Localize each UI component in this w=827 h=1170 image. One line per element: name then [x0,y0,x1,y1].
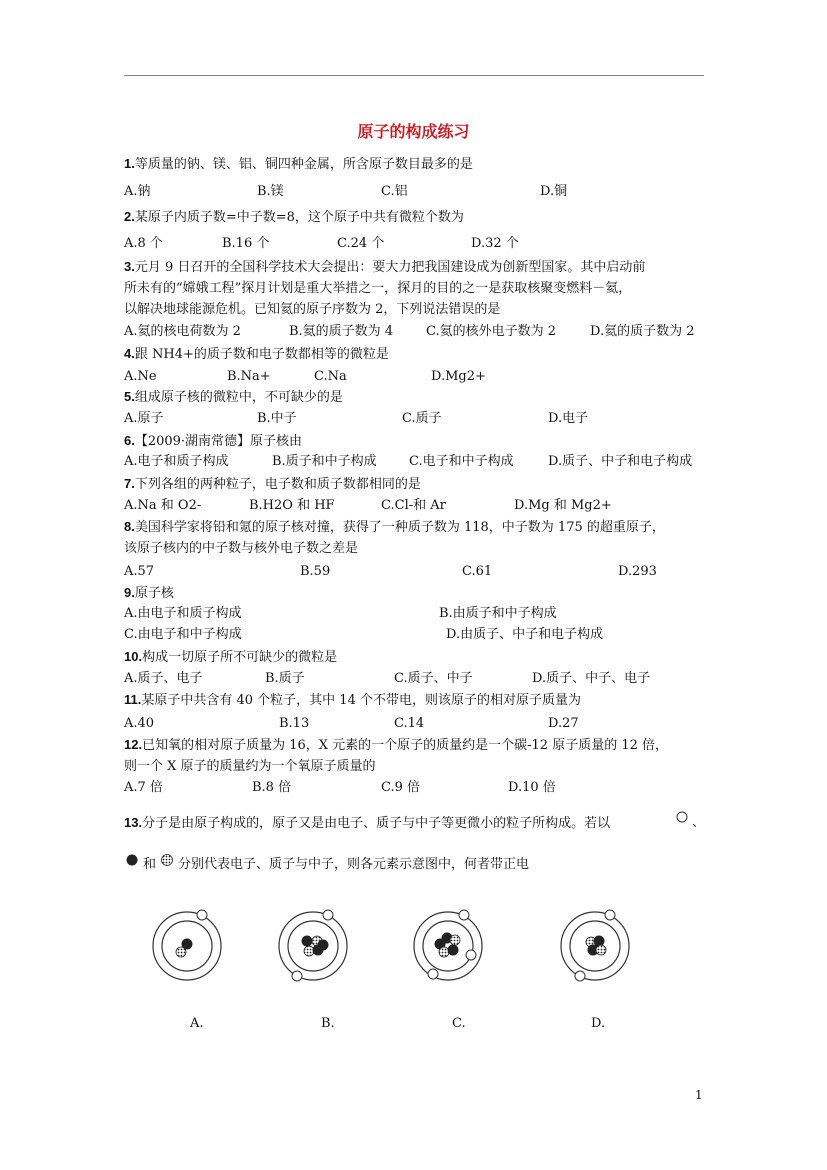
q6-option-d[interactable]: D.质子、中子和电子构成 [548,454,693,469]
question-13-line-2: 分别代表电子、质子与中子，则各元素示意图中，何者带正电 [178,857,530,872]
question-12: 12.已知氧的相对原子质量为 16，X 元素的一个原子的质量约是一个碳-12 原子质量的 12 倍， [124,737,669,753]
q5-option-b[interactable]: B.中子 [257,411,297,426]
atom-a-label[interactable]: A. [190,1016,204,1031]
q2-option-b[interactable]: B.16 个 [222,236,270,251]
q7-option-b[interactable]: B.H2O 和 HF [249,498,335,513]
q8-option-c[interactable]: C.61 [462,564,493,579]
question-13-and: 和 [143,857,157,872]
q3-option-c[interactable]: C.氦的核外电子数为 2 [426,324,557,339]
question-10: 10.构成一切原子所不可缺少的微粒是 [124,649,338,665]
q9-option-b[interactable]: B.由质子和中子构成 [439,606,557,621]
page-number: 1 [695,1088,703,1102]
q12-option-c[interactable]: C.9 倍 [381,780,421,795]
question-1: 1.等质量的钠、镁、铝、铜四种金属，所含原子数目最多的是 [124,156,473,172]
q3-option-a[interactable]: A.氦的核电荷数为 2 [124,324,241,339]
atom-b-diagram [279,910,347,981]
q8-option-b[interactable]: B.59 [300,564,331,579]
question-8: 8.美国科学家将铅和氪的原子核对撞，获得了一种质子数为 118，中子数为 175 的超重原子， [124,519,665,535]
q10-option-c[interactable]: C.质子、中子 [394,671,473,686]
q10-option-a[interactable]: A.质子、电子 [124,671,203,686]
question-6: 6.【2009·湖南常德】原子核由 [124,433,303,449]
atom-c-label[interactable]: C. [452,1016,466,1031]
q1-option-d[interactable]: D.铜 [540,184,568,199]
legend-neutron-icon [162,855,173,866]
page-title: 原子的构成练习 [357,122,470,141]
q12-option-b[interactable]: B.8 倍 [252,780,292,795]
question-5: 5.组成原子核的微粒中，不可缺少的是 [124,389,343,405]
q4-option-b[interactable]: B.Na+ [227,369,271,384]
legend-electron-icon [677,812,687,822]
q7-option-d[interactable]: D.Mg 和 Mg2+ [514,498,612,513]
question-9: 9.原子核 [124,585,174,601]
q11-option-c[interactable]: C.14 [394,716,425,731]
question-8-line-2: 该原子核内的中子数与核外电子数之差是 [124,541,359,556]
q3-option-b[interactable]: B.氦的质子数为 4 [289,324,394,339]
q8-option-a[interactable]: A.57 [124,564,155,579]
q7-option-c[interactable]: C.Cl-和 Ar [381,498,446,513]
question-13-comma: 、 [692,815,706,830]
q12-option-d[interactable]: D.10 倍 [508,780,556,795]
question-11: 11.某原子中共含有 40 个粒子，其中 14 个不带电，则该原子的相对原子质量为 [124,692,581,708]
q4-option-a[interactable]: A.Ne [124,369,157,384]
q6-option-c[interactable]: C.电子和中子构成 [409,454,514,469]
q6-option-b[interactable]: B.质子和中子构成 [272,454,377,469]
question-3: 3.元月 9 日召开的全国科学技术大会提出：要大力把我国建设成为创新型国家。其中启动前 [124,259,646,275]
atom-a-diagram [153,910,221,980]
q6-option-a[interactable]: A.电子和质子构成 [124,454,229,469]
atom-b-label[interactable]: B. [321,1016,335,1031]
q2-option-c[interactable]: C.24 个 [337,236,385,251]
q2-option-d[interactable]: D.32 个 [471,236,519,251]
q12-option-a[interactable]: A.7 倍 [124,780,163,795]
atom-c-diagram [414,910,482,980]
q3-option-d[interactable]: D.氦的质子数为 2 [590,324,695,339]
question-12-line-2: 则一个 X 原子的质量约为一个氧原子质量的 [124,759,376,774]
legend-proton-icon [127,855,138,866]
q1-option-c[interactable]: C.铝 [381,184,408,199]
q4-option-d[interactable]: D.Mg2+ [431,369,486,384]
question-2: 2.某原子内质子数=中子数=8，这个原子中共有微粒个数为 [124,209,464,225]
question-3-line-2: 所未有的“嫦娥工程”探月计划是重大举措之一，探月的目的之一是获取核聚变燃料－氦， [124,281,632,296]
q9-option-c[interactable]: C.由电子和中子构成 [124,627,242,642]
q11-option-a[interactable]: A.40 [124,716,155,731]
q9-option-a[interactable]: A.由电子和质子构成 [124,606,242,621]
q10-option-b[interactable]: B.质子 [265,671,305,686]
atom-d-label[interactable]: D. [591,1016,606,1031]
question-4: 4.跟 NH4+的质子数和电子数都相等的微粒是 [124,346,389,362]
q9-option-d[interactable]: D.由质子、中子和电子构成 [446,627,604,642]
question-7: 7.下列各组的两种粒子，电子数和质子数都相同的是 [124,476,421,492]
q11-option-b[interactable]: B.13 [279,716,310,731]
q8-option-d[interactable]: D.293 [618,564,657,579]
q1-option-a[interactable]: A.钠 [124,184,151,199]
question-13: 13.分子是由原子构成的，原子又是由电子、质子与中子等更微小的粒子所构成。若以 [124,815,611,831]
q2-option-a[interactable]: A.8 个 [124,236,163,251]
q11-option-d[interactable]: D.27 [548,716,579,731]
q1-option-b[interactable]: B.镁 [257,184,284,199]
q5-option-c[interactable]: C.质子 [402,411,442,426]
q4-option-c[interactable]: C.Na [314,369,347,384]
q5-option-d[interactable]: D.电子 [548,411,589,426]
question-3-line-3: 以解决地球能源危机。已知氦的原子序数为 2，下列说法错误的是 [124,302,501,317]
q5-option-a[interactable]: A.原子 [124,411,164,426]
q10-option-d[interactable]: D.质子、中子、电子 [532,671,651,686]
q7-option-a[interactable]: A.Na 和 O2- [124,498,202,513]
atom-d-diagram [561,910,629,981]
